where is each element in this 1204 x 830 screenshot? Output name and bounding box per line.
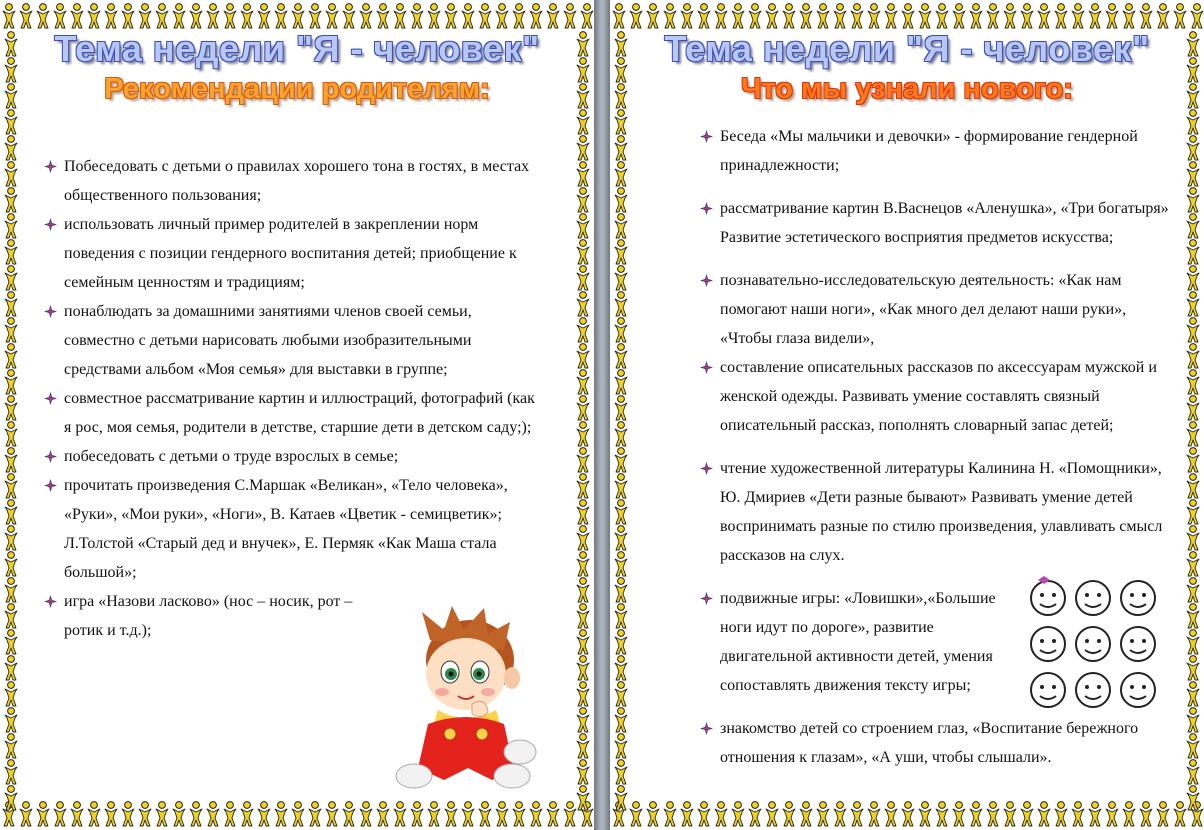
list-item <box>42 471 542 587</box>
list-item <box>698 714 1178 772</box>
list-item <box>42 152 542 210</box>
list-item-text: чтение художественной литературы Калинина Н. «Помощники», Ю. Дмириев «Дети разные бывают» Развивать умение детей воспринимать разные по стилю произведения, улавливать смысл рассказов на слух. <box>720 460 1163 564</box>
right-page <box>610 0 1204 830</box>
list-item-text: Побеседовать с детьми о правилах хорошего тона в гостях, в местах общественного пользования; <box>64 158 530 204</box>
list-item-text: рассматривание картин В.Васнецов «Аленушка», «Три богатыря» Развитие эстетического восприятия предметов искусства; <box>720 200 1169 246</box>
four-point-star-bullet-icon <box>700 130 713 143</box>
four-point-star-bullet-icon <box>700 722 713 735</box>
list-item <box>42 297 542 384</box>
list-item <box>42 210 542 297</box>
four-point-star-bullet-icon <box>44 450 57 463</box>
four-point-star-bullet-icon <box>44 160 57 173</box>
right-page-subtitle: Что мы узнали нового: <box>741 73 1073 105</box>
four-point-star-bullet-icon <box>44 479 57 492</box>
list-item <box>698 353 1178 440</box>
list-item-text: игра «Назови ласково» (нос – носик, рот – ротик и т.д.); <box>64 593 353 639</box>
four-point-star-bullet-icon <box>700 462 713 475</box>
left-page-content <box>40 28 554 106</box>
four-point-star-bullet-icon <box>44 392 57 405</box>
list-item <box>698 584 1000 700</box>
left-recommendations-list <box>42 152 542 645</box>
list-item-text: подвижные игры: «Ловишки»,«Большие ноги идут по дороге», развитие двигательной активности детей, умения сопоставлять движения тексту игры; <box>720 590 996 694</box>
emotion-faces-illustration <box>1024 574 1162 718</box>
four-point-star-bullet-icon <box>700 592 713 605</box>
list-item-text: понаблюдать за домашними занятиями членов своей семьи, совместно с детьми нарисовать любыми изобразительными средствами альбом «Моя семья» для выставки в группе; <box>64 303 472 378</box>
list-item-text: познавательно-исследовательскую деятельность: «Как нам помогают наши ноги», «Как много дел делают наши руки», «Чтобы глаза видели», <box>720 272 1127 347</box>
list-item-text: составление описательных рассказов по аксессуарам мужской и женской одежды. Развивать умение составлять связный описательный рассказ, пополнять словарный запас детей; <box>720 359 1157 434</box>
left-page <box>0 0 594 830</box>
list-item <box>698 266 1178 353</box>
left-page-subtitle: Рекомендации родителям: <box>104 73 490 105</box>
list-item <box>42 442 542 471</box>
right-page-content <box>650 28 1164 106</box>
list-item-text: побеседовать с детьми о труде взрослых в семье; <box>64 448 399 465</box>
right-page-title: Тема недели "Я - человек" <box>664 28 1150 69</box>
list-item <box>698 194 1178 252</box>
list-item <box>42 384 542 442</box>
cartoon-boy-illustration <box>392 600 538 796</box>
list-item <box>698 122 1178 180</box>
four-point-star-bullet-icon <box>700 202 713 215</box>
list-item-text: прочитать произведения С.Маршак «Великан», «Тело человека», «Руки», «Мои руки», «Ноги», В. Катаев «Цветик - семицветик»; Л.Толстой «Старый дед и внучек», Е. Пермяк «Как Маша стала большой»; <box>64 477 508 581</box>
list-item-text: Беседа «Мы мальчики и девочки» - формирование гендерной принадлежности; <box>720 128 1138 174</box>
left-page-title: Тема недели "Я - человек" <box>54 28 540 69</box>
four-point-star-bullet-icon <box>44 595 57 608</box>
four-point-star-bullet-icon <box>44 305 57 318</box>
four-point-star-bullet-icon <box>700 361 713 374</box>
list-item-text: использовать личный пример родителей в закреплении норм поведения с позиции гендерного воспитания детей; приобщение к семейным ценностям и традициям; <box>64 216 517 291</box>
four-point-star-bullet-icon <box>44 218 57 231</box>
page-gap <box>594 0 610 830</box>
list-item <box>698 454 1178 570</box>
list-item-text: совместное рассматривание картин и иллюстраций, фотографий (как я рос, моя семья, родители в детстве, старшие дети в детском саду;); <box>64 390 535 436</box>
four-point-star-bullet-icon <box>700 274 713 287</box>
list-item-text: знакомство детей со строением глаз, «Воспитание бережного отношения к глазам», «А уши, чтобы слышали». <box>720 720 1139 766</box>
list-item <box>42 587 384 645</box>
